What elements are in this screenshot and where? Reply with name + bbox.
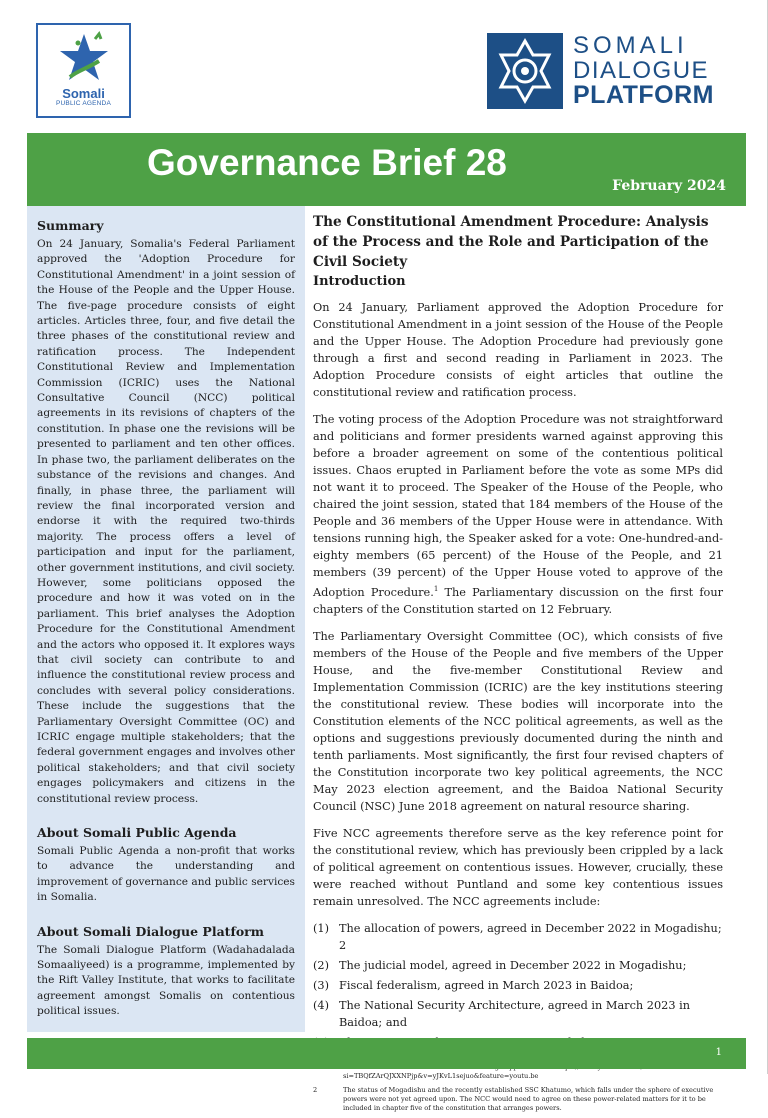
list-number: (2) — [313, 958, 330, 972]
summary-text: On 24 January, Somalia's Federal Parliament approved the 'Adoption Procedure for Constitutional Amendment' in a joint session of the House of the People and the Upper House. The five-page procedure consists of eight articles. Articles three, four, and five detail the three phases of the constitutional review and ratification process. The Independent Constitutional Review and Implementation Commission (ICRIC) uses the National Consultative Council (NCC) political agreements in its revisions of chapters of the constitution. In phase one the revisions will be presented to parliament and ten other offices. In phase two, the parliament deliberates on the substance of the revisions and changes. And finally, in phase three, the parliament will review the final incorporated version and endorse it with the required two-thirds majority. The process offers a level of participation and input for the parliament, other government institutions, and civil society. However, some politicians opposed the procedure and how it was voted on in the parliament. This brief analyses the Adoption Procedure for the Constitutional Amendment and the actors who opposed it. It explores ways that civil society can contribute to and influence the constitutional review process and concludes with several policy considerations. These include the suggestions that the Parliamentary Oversight Committee (OC) and ICRIC engage multiple stakeholders; that the federal government engages and involves other political stakeholders; and that civil society engages policymakers and citizens in the constitutional review process. — [37, 238, 295, 805]
list-text: Fiscal federalism, agreed in March 2023 in Baidoa; — [339, 978, 634, 992]
main-column — [313, 212, 723, 1118]
about-spa-heading: About Somali Public Agenda — [37, 825, 237, 841]
about-sdp-text: The Somali Dialogue Platform (Wadahadalada Somaaliyeed) is a programme, implemented by the Rift Valley Institute, that works to facilitate agreement amongst Somalis on contentious political issues. — [37, 943, 295, 1018]
logo-name: Somali — [62, 86, 105, 101]
footnote-ref[interactable]: 1 — [433, 585, 439, 593]
summary-heading: Summary — [37, 218, 104, 233]
list-item — [313, 957, 723, 974]
list-number: (3) — [313, 978, 330, 992]
about-spa-text: Somali Public Agenda a non-profit that works to advance the understanding and improvement of governance and public services in Somalia. — [37, 845, 295, 904]
footnote-text[interactable]: si=TBQfZArQJXXNPjp&v=yJKvL1sejuo&feature=youtu.be — [343, 1071, 539, 1080]
list-text: The National Security Architecture, agreed in March 2023 in Baidoa; and — [339, 998, 691, 1029]
somali-public-agenda-logo — [36, 23, 131, 118]
platform-emblem-icon — [487, 33, 563, 109]
agreements-list — [313, 920, 723, 1051]
title-banner — [27, 133, 746, 206]
logo-subtitle: PUBLIC AGENDA — [56, 100, 111, 107]
star-icon — [55, 31, 113, 85]
list-number: (1) — [313, 921, 330, 935]
brief-date: February 2024 — [612, 178, 726, 194]
paragraph: On 24 January, Parliament approved the Adoption Procedure for Constitutional Amendment in a joint session of the House of the People and the Upper House. The Adoption Procedure had previously gone through a first and second reading in Parliament in 2023. The Adoption Procedure consists of eight articles that outline the constitutional review and ratification process. — [313, 301, 723, 399]
logo-line-platform: PLATFORM — [573, 81, 715, 109]
somali-dialogue-platform-logo — [487, 33, 732, 113]
paragraph-text: The Parliamentary discussion on the first four chapters of the Constitution started on 12 February. — [313, 585, 724, 616]
sidebar — [27, 206, 305, 1032]
list-item — [313, 920, 723, 954]
article-title: The Constitutional Amendment Procedure: Analysis of the Process and the Role and Participation of the Civil Society — [313, 214, 709, 270]
logo-line-dialogue: DIALOGUE — [573, 57, 710, 84]
footnote-text: The status of Mogadishu and the recently established SSC Khatumo, which falls under the sphere of executive powers were not yet agreed upon. The NCC would need to agree on these power-related matters for it to be included in chapter five of the constitution that arranges powers. — [343, 1085, 714, 1112]
paragraph: The Parliamentary Oversight Committee (OC), which consists of five members of the House of the People and five members of the Upper House, and the five-member Constitutional Review and Implementation Commission (ICRIC) are the key institutions steering the constitutional review. These bodies will incorporate into the Constitution elements of the NCC political agreements, as well as the options and suggestions previously documented during the ninth and tenth parliaments. Most significantly, the first four revised chapters of the Constitution incorporate two key political agreements, the NCC May 2023 election agreement, and the Baidoa National Security Council (NSC) June 2018 agreement on natural resource sharing. — [313, 629, 723, 813]
footnote-number: 2 — [313, 1085, 318, 1094]
list-item — [313, 997, 723, 1031]
footnote — [313, 1086, 723, 1113]
brief-title: Governance Brief 28 — [147, 142, 507, 183]
list-number: (4) — [313, 998, 330, 1012]
introduction-heading: Introduction — [313, 274, 406, 289]
paragraph-text: The voting process of the Adoption Procedure was not straightforward and politicians and former presidents warned against approving this before a broader agreement on some of the contentious political issues. Chaos erupted in Parliament before the vote as some MPs did not want it to proceed. The Speaker of the House of the People, who chaired the joint session, stated that 184 members of the House of the People and 36 members of the Upper House were in attendance. With tensions running high, the Speaker asked for a vote: One-hundred-and-eighty members (65 percent) of the House of the People, and 21 members (39 percent) of the Upper House voted to approve of the Adoption Procedure. — [313, 413, 723, 599]
footer-bar — [27, 1038, 746, 1069]
about-sdp-heading: About Somali Dialogue Platform — [37, 923, 264, 939]
list-text: The judicial model, agreed in December 2022 in Mogadishu; — [339, 958, 687, 972]
list-item — [313, 977, 723, 994]
paragraph: Five NCC agreements therefore serve as the key reference point for the constitutional review, which has previously been crippled by a lack of political agreement on contentious issues. However, crucially, these were reached without Puntland and some key contentious issues remain unresolved. The NCC agreements include: — [313, 826, 723, 908]
logo-line-somali: SOMALI — [573, 32, 688, 59]
list-text: The allocation of powers, agreed in December 2022 in Mogadishu; 2 — [339, 921, 722, 952]
paragraph — [313, 411, 723, 618]
page-number: 1 — [715, 1047, 722, 1058]
